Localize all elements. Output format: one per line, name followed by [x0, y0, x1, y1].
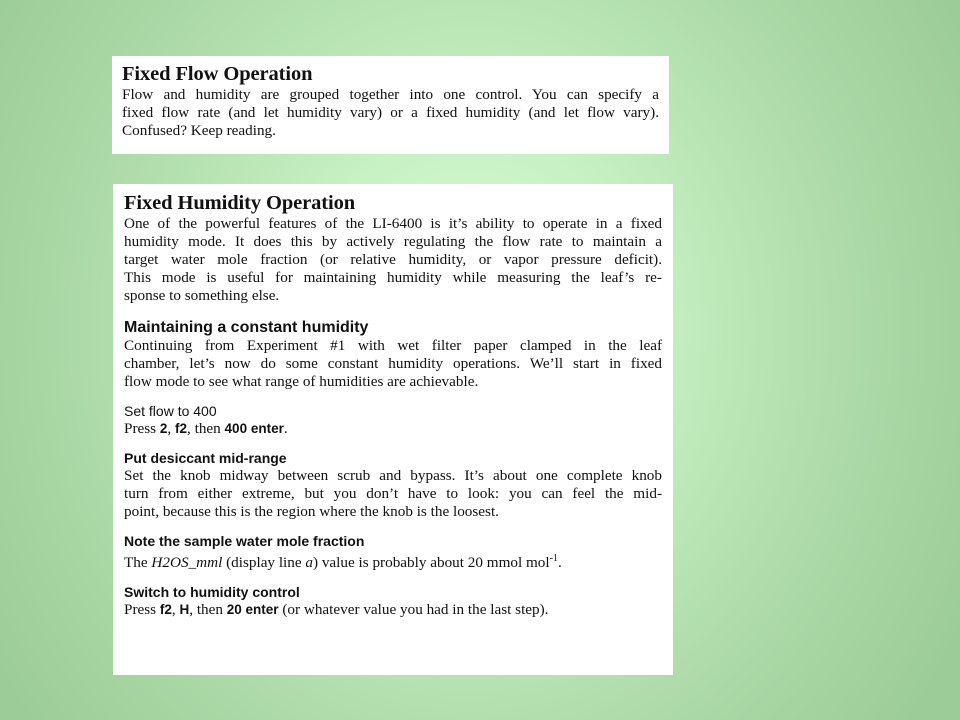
- text-line: One of the powerful features of the LI-6400 is it’s ability to operate in a fixed: [124, 215, 662, 232]
- section-heading: Maintaining a constant humidity: [124, 319, 369, 336]
- step-text: ,: [171, 601, 180, 618]
- text-line: Continuing from Experiment #1 with wet filter paper clamped in the leaf: [124, 337, 662, 354]
- step-text-switch-humidity: [124, 601, 662, 619]
- fixed-humidity-intro: [124, 215, 662, 305]
- step-text: .: [283, 420, 288, 437]
- step-text: The: [124, 554, 152, 571]
- text-line: Set the knob midway between scrub and bypass. It’s about one complete knob: [124, 467, 662, 484]
- text-line: This mode is useful for maintaining humidity while measuring the leaf’s re-: [124, 269, 662, 286]
- section-text: [124, 337, 662, 391]
- step-heading-desiccant: Put desiccant mid-range: [124, 450, 287, 466]
- variable-name: H2OS_mml: [151, 554, 223, 571]
- step-text-desiccant: [124, 467, 662, 521]
- key-label: f2: [159, 602, 172, 617]
- step-text: ,: [167, 420, 175, 437]
- step-text: Press: [124, 420, 160, 437]
- step-text: (display line: [222, 554, 306, 571]
- text-line: flow mode to see what range of humidities are achievable.: [124, 373, 479, 390]
- fixed-flow-panel: [112, 56, 669, 154]
- key-label: f2: [174, 421, 187, 436]
- step-text-set-flow: [124, 420, 662, 438]
- step-text: , then: [187, 420, 225, 437]
- step-text: ) value is probably about 20 mmol mol: [312, 554, 550, 571]
- display-line-letter: a: [305, 554, 313, 571]
- step-heading-note-fraction: Note the sample water mole fraction: [124, 533, 365, 549]
- step-heading-switch-humidity: Switch to humidity control: [124, 584, 300, 600]
- fixed-flow-title: Fixed Flow Operation: [122, 63, 313, 85]
- fixed-humidity-title: Fixed Humidity Operation: [124, 192, 356, 214]
- text-line: turn from either extreme, but you don’t have to look: you can feel the mid-: [124, 485, 662, 502]
- step-text: , then: [189, 601, 227, 618]
- text-line: chamber, let’s now do some constant humidity operations. We’ll start in fixed: [124, 355, 662, 372]
- text-line: Confused? Keep reading.: [122, 122, 276, 139]
- text-line: target water mole fraction (or relative humidity, or vapor pressure deficit).: [124, 251, 662, 268]
- key-label: H: [179, 602, 190, 617]
- text-line: fixed flow rate (and let humidity vary) or a fixed humidity (and let flow vary).: [122, 104, 659, 121]
- step-text: Press: [124, 601, 160, 618]
- key-label: 2: [159, 421, 168, 436]
- step-text-note-fraction: [124, 554, 662, 572]
- unit-exponent: -1: [549, 552, 558, 564]
- fixed-humidity-panel: [113, 184, 673, 675]
- step-text: (or whatever value you had in the last step).: [278, 601, 549, 618]
- text-line: humidity mode. It does this by actively regulating the flow rate to maintain a: [124, 233, 662, 250]
- key-label: 400 enter: [224, 421, 284, 436]
- text-line: sponse to something else.: [124, 287, 280, 304]
- text-line: point, because this is the region where the knob is the loosest.: [124, 503, 499, 520]
- step-text: .: [557, 554, 562, 571]
- text-line: Flow and humidity are grouped together into one control. You can specify a: [122, 86, 659, 103]
- key-label: 20 enter: [226, 602, 279, 617]
- fixed-flow-text: [122, 86, 659, 140]
- step-heading-set-flow: Set flow to 400: [124, 403, 217, 419]
